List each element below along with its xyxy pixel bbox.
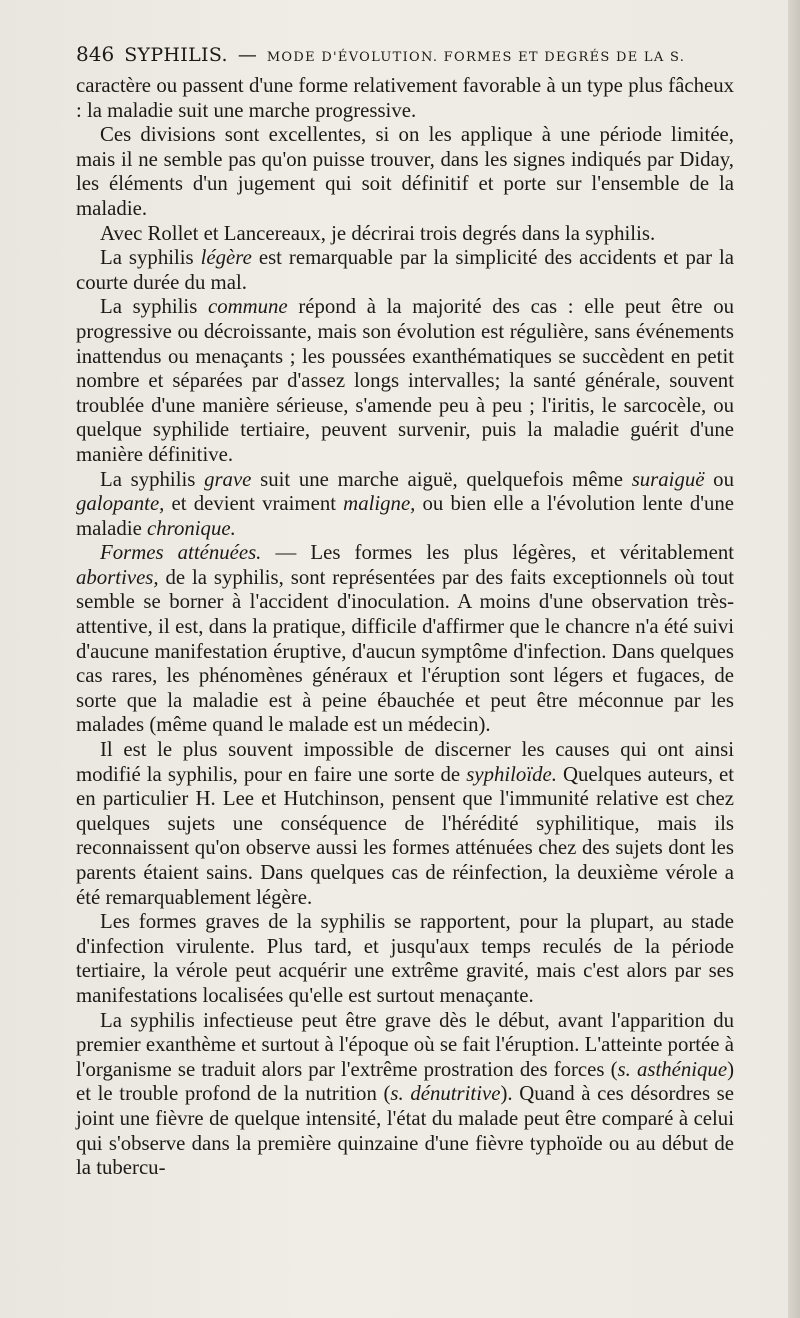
section-title: MODE D'ÉVOLUTION. FORMES ET DEGRÉS DE LA S. (266, 50, 686, 65)
page-number: 846 (76, 42, 115, 66)
paragraph-6: La syphilis grave suit une marche aiguë, quelquefois même suraiguë ou galopante, et devient vraiment maligne, ou bien elle a l'évolution lente d'une maladie chronique. (76, 467, 735, 540)
paragraph-10: La syphilis infectieuse peut être grave dès le début, avant l'apparition du premier exanthème et surtout à l'époque où se fait l'éruption. L'atteinte portée à l'organisme se traduit alors par l'extrême prostration des forces (s. asthénique) et le trouble profond de la nutrition (s. dénutritive). Quand à ces désordres se joint une fièvre de quelque intensité, l'état du malade peut être comparé à celui qui s'observe dans la première quinzaine d'une fièvre typhoïde ou au début de la tubercu- (76, 1008, 735, 1180)
paragraph-4: La syphilis légère est remarquable par la simplicité des accidents et par la courte durée du mal. (76, 246, 734, 294)
paragraph-9: Les formes graves de la syphilis se rapportent, pour la plupart, au stade d'infection virulente. Plus tard, et jusqu'aux temps reculés de la période tertiaire, la vérole peut acquérir une extrême gravité, mais c'est alors par ses manifestations localisées qu'elle est surtout menaçante. (76, 910, 734, 1007)
body-text (76, 74, 734, 1181)
paragraph-1: caractère ou passent d'une forme relativement favorable à un type plus fâcheux : la maladie suit une marche progressive. (76, 74, 734, 122)
paragraph-5: La syphilis commune répond à la majorité des cas : elle peut être ou progressive ou décroissante, mais son évolution est régulière, sans événements inattendus ou menaçants ; les poussées exanthématiques se succèdent en petit nombre et séparées par d'assez longs intervalles; la santé générale, souvent troublée d'une manière sérieuse, s'amende peu à peu ; l'iritis, le sarcocèle, ou quelque syphilide tertiaire, peuvent survenir, puis la maladie guérit d'une manière définitive. (76, 295, 734, 466)
page-edge (788, 0, 800, 1318)
running-title: SYPHILIS. (124, 44, 228, 66)
paragraph-2: Ces divisions sont excellentes, si on les applique à une période limitée, mais il ne semble pas qu'on puisse trouver, dans les signes indiqués par Diday, les éléments d'un jugement qui soit définitif et porte sur l'ensemble de la maladie. (76, 123, 734, 220)
running-header (76, 42, 734, 66)
paragraph-7: Formes atténuées. — Les formes les plus légères, et véritablement abortives, de la syphilis, sont représentées par des faits exceptionnels où tout semble se borner à l'accident d'inoculation. A moins d'une observation très-attentive, il est, dans la pratique, difficile d'affirmer que le chancre n'a été suivi d'aucune manifestation éruptive, d'aucun symptôme d'infection. Dans quelques cas rares, les phénomènes généraux et l'éruption sont légers et fugaces, de sorte que la maladie est à peine ébauchée et peut être méconnue par les malades (même quand le malade est un médecin). (76, 541, 734, 737)
header-separator: — (237, 44, 257, 66)
paragraph-8: Il est le plus souvent impossible de discerner les causes qui ont ainsi modifié la syphilis, pour en faire une sorte de syphiloïde. Quelques auteurs, et en particulier H. Lee et Hutchinson, pensent que l'immunité relative est chez quelques sujets une conséquence de l'hérédité syphilitique, mais ils reconnaissent qu'on observe aussi les formes atténuées chez des sujets dont les parents étaient sains. Dans quelques cas de réinfection, la deuxième vérole a été remarquablement légère. (76, 738, 734, 909)
paragraph-3: Avec Rollet et Lancereaux, je décrirai trois degrés dans la syphilis. (100, 221, 656, 245)
